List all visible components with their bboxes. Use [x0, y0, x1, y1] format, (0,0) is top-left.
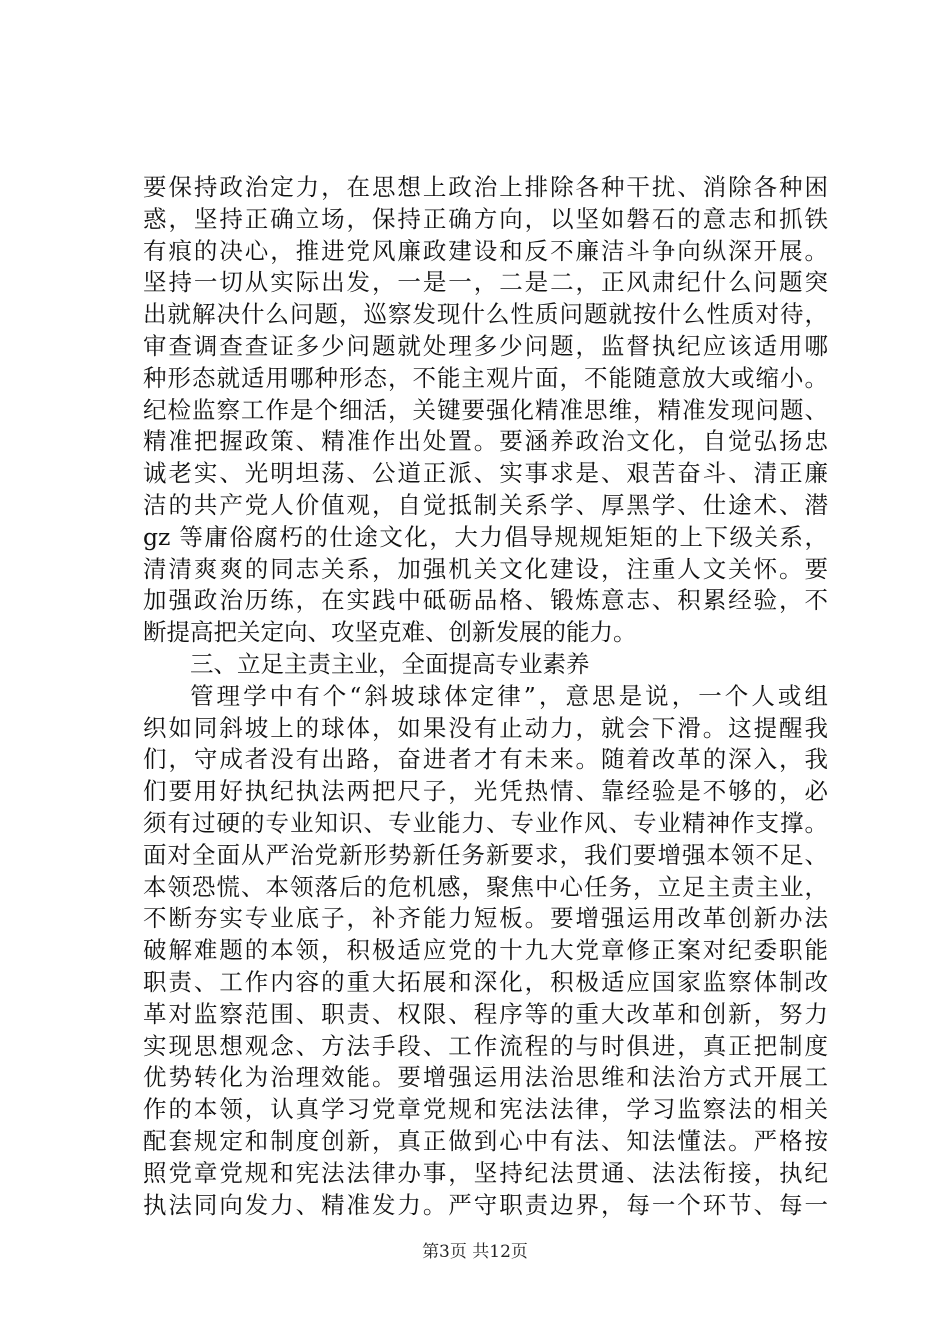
- text-line: 精准把握政策、精准作出处置。要涵养政治文化，自觉弘扬忠: [143, 427, 828, 456]
- text-line: 不断夯实专业底子，补齐能力短板。要增强运用改革创新办法: [143, 904, 828, 933]
- text-line: 们要用好执纪执法两把尺子，光凭热情、靠经验是不够的，必: [143, 777, 828, 806]
- text-line: 织如同斜坡上的球体，如果没有止动力，就会下滑。这提醒我: [143, 713, 828, 742]
- text-line: 配套规定和制度创新，真正做到心中有法、知法懂法。严格按: [143, 1126, 828, 1155]
- text-line: 有痕的决心，推进党风廉政建设和反不廉洁斗争向纵深开展。: [143, 236, 828, 265]
- section-heading: 三、立足主责主业，全面提高专业素养: [190, 649, 590, 678]
- text-line: 纪检监察工作是个细活，关键要强化精准思维，精准发现问题、: [143, 395, 828, 424]
- text-line: 革对监察范围、职责、权限、程序等的重大改革和创新，努力: [143, 999, 828, 1028]
- text-line: 实现思想观念、方法手段、工作流程的与时俱进，真正把制度: [143, 1031, 828, 1060]
- page-number-footer: 第3页 共12页: [422, 1242, 528, 1262]
- text-line: 们，守成者没有出路，奋进者才有未来。随着改革的深入，我: [143, 745, 828, 774]
- text-line: 执法同向发力、精准发力。严守职责边界，每一个环节、每一: [143, 1190, 828, 1219]
- text-line: 加强政治历练，在实践中砥砺品格、锻炼意志、积累经验，不: [143, 586, 828, 615]
- text-line: 本领恐慌、本领落后的危机感，聚焦中心任务，立足主责主业，: [143, 872, 828, 901]
- text-line: gz 等庸俗腐朽的仕途文化，大力倡导规规矩矩的上下级关系，: [143, 522, 828, 551]
- text-line: 洁的共产党人价值观，自觉抵制关系学、厚黑学、仕途术、潜: [143, 490, 828, 519]
- text-line: 出就解决什么问题，巡察发现什么性质问题就按什么性质对待，: [143, 300, 828, 329]
- text-line: 优势转化为治理效能。要增强运用法治思维和法治方式开展工: [143, 1063, 828, 1092]
- paragraph-first-line: 管理学中有个“斜坡球体定律”，意思是说，一个人或组: [190, 681, 828, 710]
- text-line: 破解难题的本领，积极适应党的十九大党章修正案对纪委职能: [143, 936, 828, 965]
- text-line: 种形态就适用哪种形态，不能主观片面，不能随意放大或缩小。: [143, 363, 828, 392]
- text-line: 作的本领，认真学习党章党规和宪法法律，学习监察法的相关: [143, 1095, 828, 1124]
- text-line: 照党章党规和宪法法律办事，坚持纪法贯通、法法衔接，执纪: [143, 1158, 828, 1187]
- text-line: 坚持一切从实际出发，一是一，二是二，正风肃纪什么问题突: [143, 268, 828, 297]
- text-line: 须有过硬的专业知识、专业能力、专业作风、专业精神作支撑。: [143, 808, 828, 837]
- text-line: 惑，坚持正确立场，保持正确方向，以坚如磐石的意志和抓铁: [143, 204, 828, 233]
- text-line: 清清爽爽的同志关系，加强机关文化建设，注重人文关怀。要: [143, 554, 828, 583]
- body-text: [143, 172, 828, 1221]
- text-line: 断提高把关定向、攻坚克难、创新发展的能力。: [143, 618, 637, 647]
- text-line: 审查调查查证多少问题就处理多少问题，监督执纪应该适用哪: [143, 331, 828, 360]
- text-line: 诚老实、光明坦荡、公道正派、实事求是、艰苦奋斗、清正廉: [143, 459, 828, 488]
- text-line: 要保持政治定力，在思想上政治上排除各种干扰、消除各种困: [143, 173, 828, 201]
- text-line: 职责、工作内容的重大拓展和深化，积极适应国家监察体制改: [143, 967, 828, 996]
- text-line: 面对全面从严治党新形势新任务新要求，我们要增强本领不足、: [143, 840, 828, 869]
